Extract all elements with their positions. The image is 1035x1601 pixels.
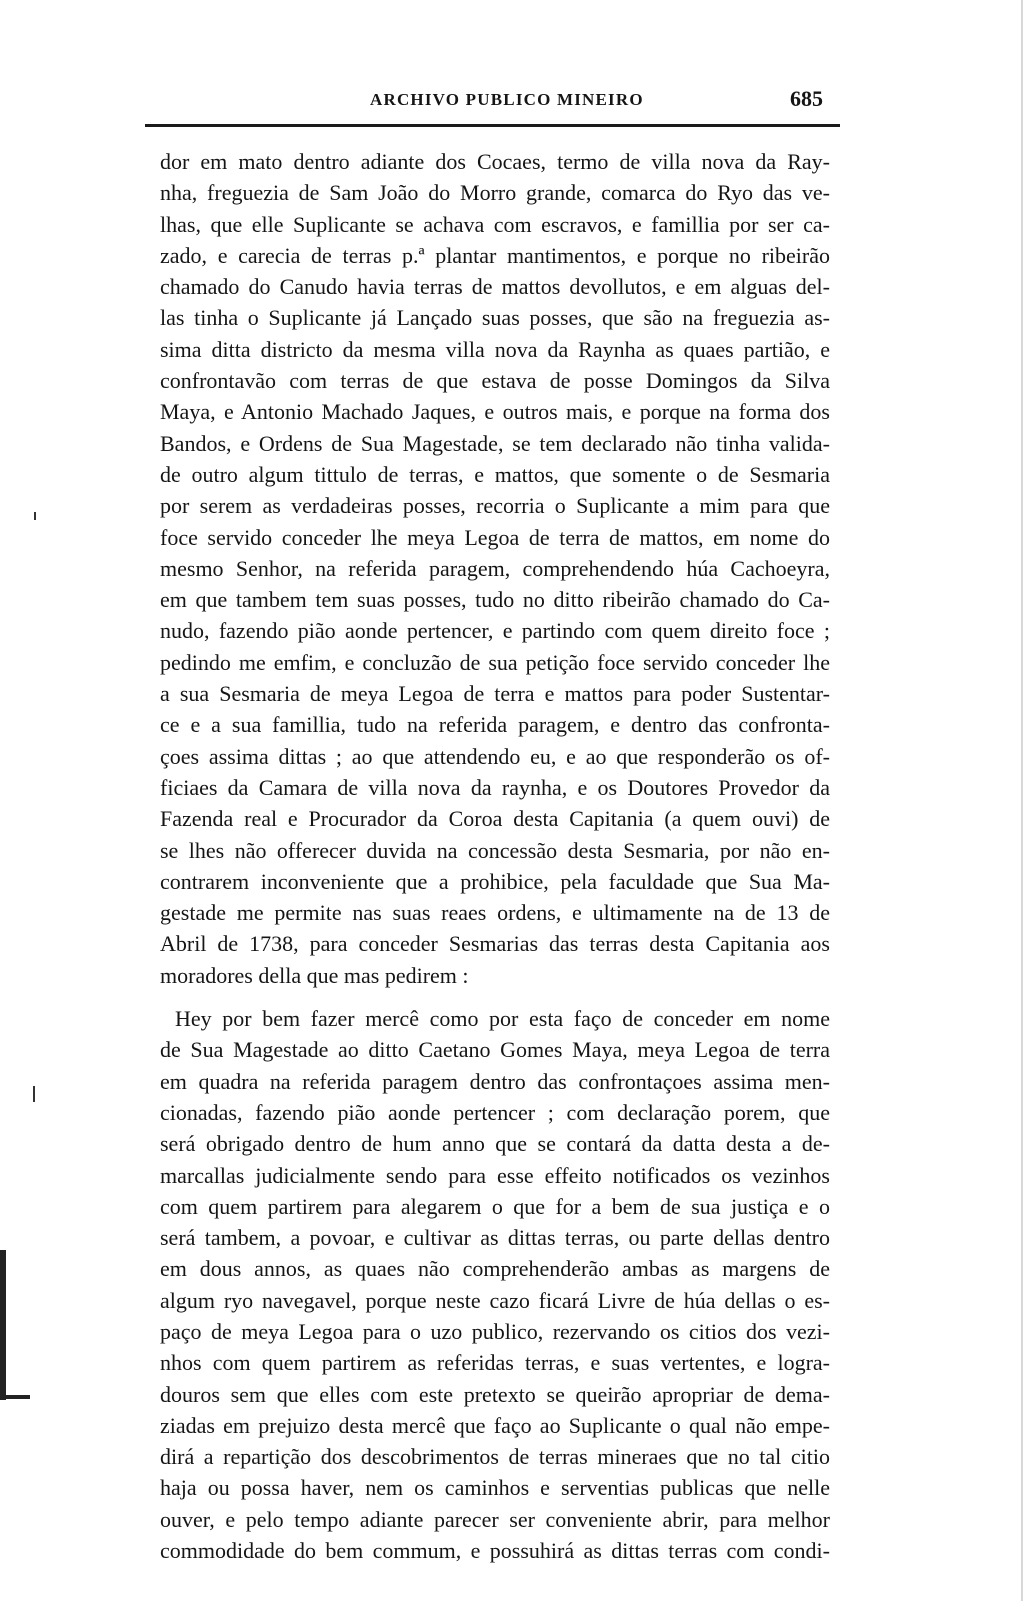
text-line: confrontavão com terras de que estava de posse Domingos da Silva bbox=[160, 368, 830, 394]
text-line: de Sua Magestade ao ditto Caetano Gomes Maya, meya Legoa de terra bbox=[160, 1037, 830, 1063]
text-line: commodidade do bem commum, e possuhirá as dittas terras com condi- bbox=[160, 1538, 830, 1564]
text-line: dirá a repartição dos descobrimentos de terras mineraes que no tal citio bbox=[160, 1444, 830, 1470]
text-line: em quadra na referida paragem dentro das confrontaçoes assima men- bbox=[160, 1068, 830, 1094]
running-title: ARCHIVO PUBLICO MINEIRO bbox=[370, 90, 644, 109]
header-rule bbox=[145, 124, 840, 127]
text-line: ce e a sua famillia, tudo na referida paragem, e dentro das confronta- bbox=[160, 712, 830, 738]
text-line: em que tambem tem suas posses, tudo no ditto ribeirão chamado do Ca- bbox=[160, 587, 830, 613]
text-line: las tinha o Suplicante já Lançado suas posses, que são na freguezia as- bbox=[160, 305, 830, 331]
margin-speck bbox=[33, 1086, 35, 1102]
text-line: algum ryo navegavel, porque neste cazo ficará Livre de húa dellas o es- bbox=[160, 1287, 830, 1313]
text-line: cionadas, fazendo pião aonde pertencer ; com declaração porem, que bbox=[160, 1099, 830, 1125]
text-line: sima ditta districto da mesma villa nova da Raynha as quaes partião, e bbox=[160, 336, 830, 362]
text-line: foce servido conceder lhe meya Legoa de terra de mattos, em nome do bbox=[160, 524, 830, 550]
text-line: contrarem inconveniente que a prohibice, pela faculdade que Sua Ma- bbox=[160, 868, 830, 894]
text-line: com quem partirem para alegarem o que for a bem de sua justiça e o bbox=[160, 1193, 830, 1219]
margin-speck bbox=[34, 512, 36, 520]
text-line: douros sem que elles com este pretexto se queirão apropriar de dema- bbox=[160, 1381, 830, 1407]
text-line: pedindo me emfim, e concluzão de sua petição foce servido conceder lhe bbox=[160, 649, 830, 675]
text-line: zado, e carecia de terras p.ª plantar mantimentos, e porque no ribeirão bbox=[160, 242, 830, 268]
text-line: nha, freguezia de Sam João do Morro grande, comarca do Ryo das ve- bbox=[160, 180, 830, 206]
text-line: Maya, e Antonio Machado Jaques, e outros mais, e porque na forma dos bbox=[160, 399, 830, 425]
paragraph-1 bbox=[160, 146, 830, 991]
text-line: será tambem, a povoar, e cultivar as dittas terras, ou parte dellas dentro bbox=[160, 1225, 830, 1251]
text-line: ouver, e pelo tempo adiante parecer ser conveniente abrir, para melhor bbox=[160, 1506, 830, 1532]
text-line: gestade me permite nas suas reaes ordens, e ultimamente na de 13 de bbox=[160, 900, 830, 926]
text-line: Abril de 1738, para conceder Sesmarias das terras desta Capitania aos bbox=[160, 931, 830, 957]
scan-binding-foot bbox=[0, 1395, 30, 1399]
text-line: ziadas em prejuizo desta mercê que faço ao Suplicante o qual não empe- bbox=[160, 1412, 830, 1438]
text-line: dor em mato dentro adiante dos Cocaes, termo de villa nova da Ray- bbox=[160, 149, 830, 174]
text-line: Fazenda real e Procurador da Coroa desta Capitania (a quem ouvi) de bbox=[160, 806, 830, 832]
body-text bbox=[160, 146, 830, 1566]
text-line: ficiaes da Camara de villa nova da raynha, e os Doutores Provedor da bbox=[160, 774, 830, 800]
text-line: paço de meya Legoa para o uzo publico, rezervando os citios dos vezi- bbox=[160, 1318, 830, 1344]
text-line: marcallas judicialmente sendo para esse effeito notificados os vezinhos bbox=[160, 1162, 830, 1188]
paragraph-2 bbox=[160, 1003, 830, 1566]
text-line: nhos com quem partirem as referidas terras, e suas vertentes, e logra- bbox=[160, 1350, 830, 1376]
text-line: de outro algum tittulo de terras, e mattos, que somente o de Sesmaria bbox=[160, 461, 830, 487]
text-line: por serem as verdadeiras posses, recorria o Suplicante a mim para que bbox=[160, 493, 830, 519]
text-line: haja ou possa haver, nem os caminhos e serventias publicas que nelle bbox=[160, 1475, 830, 1501]
text-line: Bandos, e Ordens de Sua Magestade, se tem declarado não tinha valida- bbox=[160, 430, 830, 456]
text-line: a sua Sesmaria de meya Legoa de terra e mattos para poder Sustentar- bbox=[160, 681, 830, 707]
text-line: em dous annos, as quaes não comprehenderão ambas as margens de bbox=[160, 1256, 830, 1282]
page-number: 685 bbox=[790, 86, 823, 111]
text-line: será obrigado dentro de hum anno que se contará da datta desta a de- bbox=[160, 1131, 830, 1157]
text-line: çoes assima dittas ; ao que attendendo eu, e ao que responderão os of- bbox=[160, 743, 830, 769]
scan-edge-line bbox=[1021, 0, 1023, 1601]
text-line: Hey por bem fazer mercê como por esta faço de conceder em nome bbox=[175, 1006, 830, 1032]
text-line: mesmo Senhor, na referida paragem, comprehendendo húa Cachoeyra, bbox=[160, 555, 830, 581]
page-header bbox=[145, 88, 845, 118]
text-line: se lhes não offerecer duvida na concessão desta Sesmaria, por não en- bbox=[160, 837, 830, 863]
text-line: chamado do Canudo havia terras de mattos devollutos, e em alguas del- bbox=[160, 274, 830, 300]
text-line: moradores della que mas pedirem : bbox=[160, 962, 469, 988]
text-line: lhas, que elle Suplicante se achava com escravos, e famillia por ser ca- bbox=[160, 211, 830, 237]
scan-binding-mark bbox=[0, 1250, 6, 1400]
text-line: nudo, fazendo pião aonde pertencer, e partindo com quem direito foce ; bbox=[160, 618, 830, 644]
